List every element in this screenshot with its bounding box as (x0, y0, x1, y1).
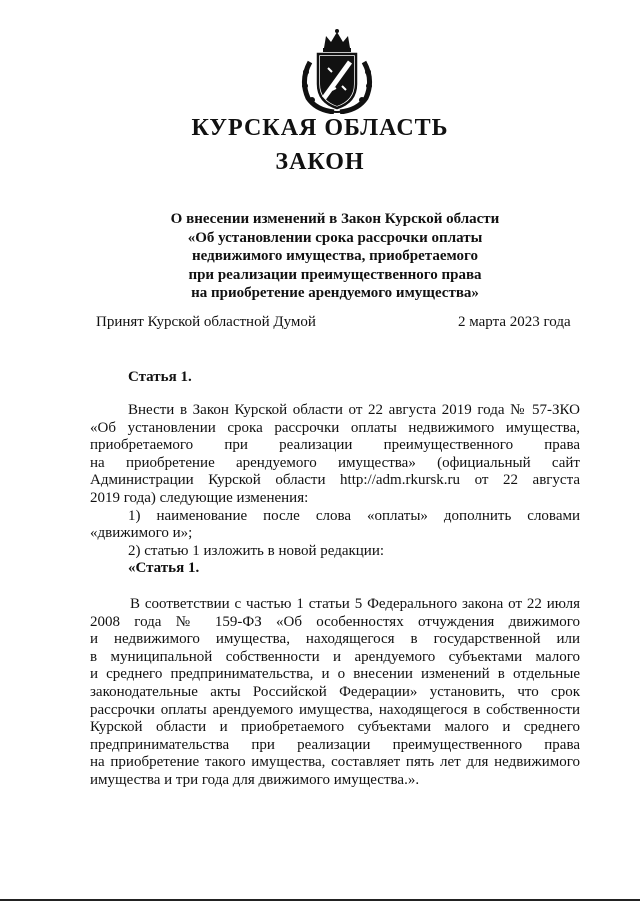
new-text-line: в муниципальной собственности и арендуемого субъектами малого (90, 648, 580, 665)
new-text-line: Курской области и приобретаемого субъектами малого и среднего (90, 719, 580, 736)
new-article-heading: «Статья 1. (128, 560, 200, 577)
law-title-line: О внесении изменений в Закон Курской области (170, 211, 500, 227)
new-text-line: 2008 года № 159-ФЗ «Об особенностях отчуждения движимого (90, 613, 580, 630)
new-article-text (90, 596, 580, 790)
body-line: приобретаемого при реализации преимущественного права (90, 437, 580, 454)
new-text-line: В соответствии с частью 1 статьи 5 Федерального закона от 22 июля (130, 596, 580, 612)
new-text-line: и недвижимого имущества, находящегося в государственной или (90, 631, 580, 648)
new-text-line: предпринимательства при реализации преимущественного права (90, 736, 580, 753)
law-title-line: на приобретение арендуемого имущества» (191, 285, 479, 301)
adopted-by: Принят Курской областной Думой (96, 314, 316, 330)
body-line: на приобретение арендуемого имущества» (официальный сайт (90, 454, 580, 471)
new-text-line: на приобретение такого имущества, составляет пять лет для недвижимого (90, 754, 580, 771)
law-title (140, 210, 530, 303)
new-text-line: и среднего предпринимательства, и о внесении изменений в отдельные (90, 666, 580, 683)
adoption-date: 2 марта 2023 года (458, 314, 571, 330)
law-title-line: недвижимого имущества, приобретаемого (192, 248, 478, 264)
body-line: Внести в Закон Курской области от 22 августа 2019 года № 57-ЗКО (128, 402, 580, 418)
amendment-item-1-cont: «движимого и»; (90, 525, 193, 542)
page-bottom-edge (0, 899, 640, 901)
new-text-line: законодательные акты Российской Федерации» установить, что срок (90, 683, 580, 700)
new-text-line: рассрочки оплаты арендуемого имущества, находящегося в собственности (90, 701, 580, 718)
amendment-item-1: 1) наименование после слова «оплаты» дополнить словами (128, 507, 580, 524)
document-type-title: ЗАКОН (275, 149, 365, 175)
article-body (90, 402, 580, 578)
body-line: Администрации Курской области http://adm.rkursk.ru от 22 августа (90, 472, 580, 489)
new-text-line: имущества и три года для движимого имущества.». (90, 771, 420, 788)
coat-of-arms-emblem (296, 28, 378, 114)
amendment-item-2: 2) статью 1 изложить в новой редакции: (128, 542, 385, 559)
body-line: 2019 года) следующие изменения: (90, 489, 309, 506)
body-line: «Об установлении срока рассрочки оплаты недвижимого имущества, (90, 419, 580, 436)
article-heading: Статья 1. (128, 369, 192, 385)
law-title-line: при реализации преимущественного права (188, 266, 482, 283)
law-title-line: «Об установлении срока рассрочки оплаты (187, 229, 483, 246)
region-title: КУРСКАЯ ОБЛАСТЬ (191, 115, 449, 141)
